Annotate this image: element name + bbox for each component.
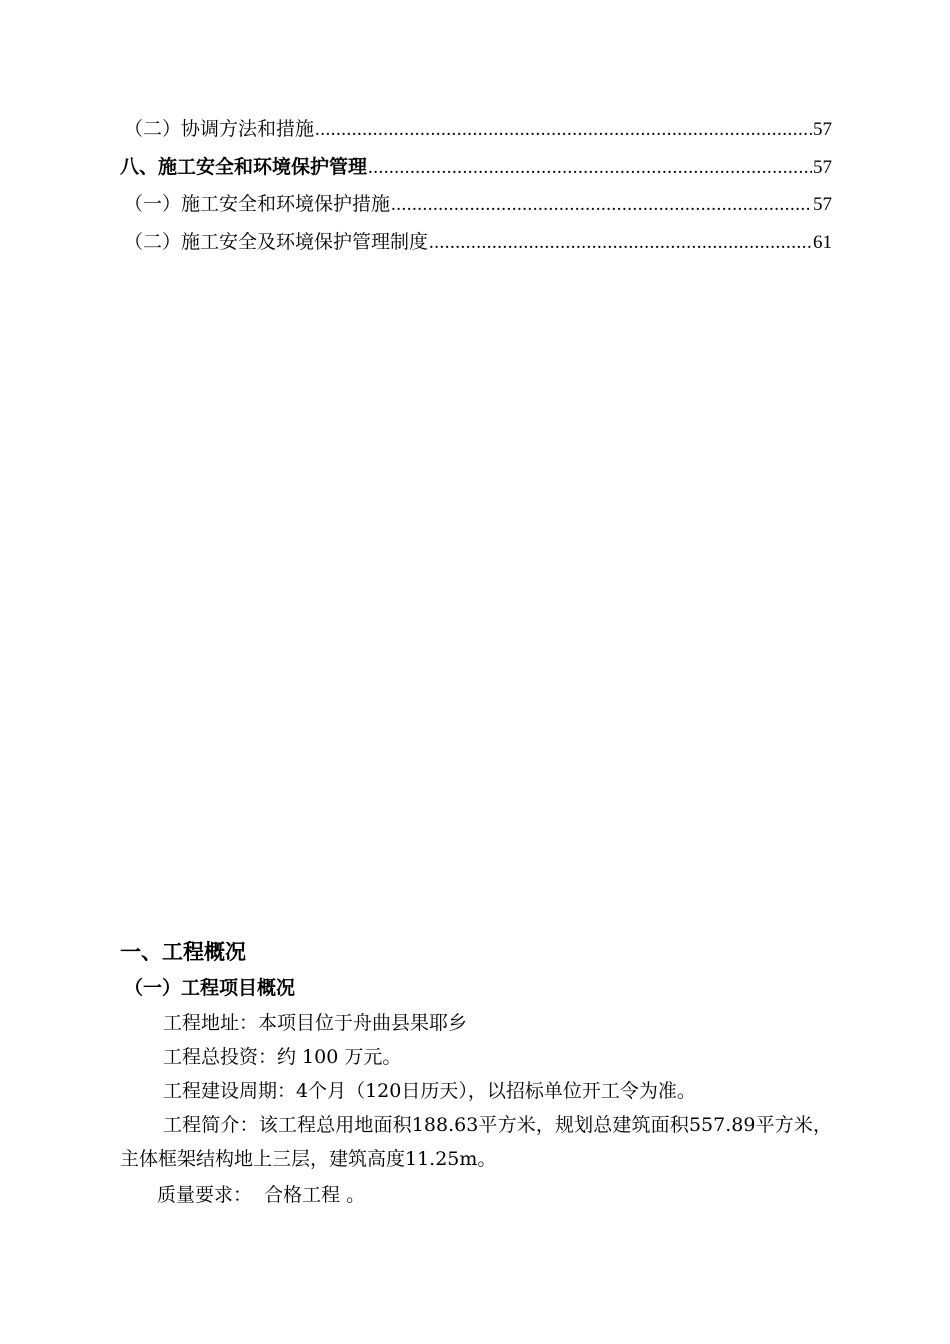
toc-dot-leader — [315, 119, 812, 141]
subsection-heading: （一）工程项目概况 — [124, 977, 296, 999]
toc-entry-page: 61 — [813, 231, 832, 253]
toc-entry-page: 57 — [813, 156, 832, 178]
toc-entry-page: 57 — [813, 194, 832, 215]
toc-dot-leader — [429, 232, 812, 254]
project-address-paragraph: 工程地址：本项目位于舟曲县果耶乡 — [163, 1012, 468, 1034]
toc-dot-leader — [368, 157, 812, 179]
toc-entry[interactable] — [120, 227, 832, 265]
construction-period-paragraph: 工程建设周期：4个月（120日历天），以招标单位开工令为准。 — [163, 1080, 696, 1102]
toc-entry-title: （二）施工安全及环境保护管理制度 — [124, 230, 429, 253]
toc-entry[interactable] — [120, 152, 832, 190]
toc-entry-page: 57 — [813, 119, 832, 140]
project-overview-section — [120, 934, 832, 1212]
toc-dot-leader — [391, 194, 812, 216]
toc-entry-title: （二）协调方法和措施 — [124, 118, 315, 140]
toc-entry[interactable] — [120, 114, 832, 152]
project-intro-paragraph: 工程简介：该工程总用地面积188.63平方米，规划总建筑面积557.89平方米，主体框架结构地上三层，建筑高度11.25m。 — [120, 1114, 832, 1170]
toc-entry-title: 八、施工安全和环境保护管理 — [120, 155, 368, 178]
toc-entry-title: （一）施工安全和环境保护措施 — [124, 193, 391, 215]
table-of-contents — [120, 114, 832, 264]
toc-entry[interactable] — [120, 189, 832, 227]
section-heading: 一、工程概况 — [120, 940, 246, 964]
project-investment-paragraph: 工程总投资：约 100 万元。 — [163, 1046, 402, 1068]
quality-requirement-paragraph: 质量要求： 合格工程 。 — [157, 1184, 366, 1206]
